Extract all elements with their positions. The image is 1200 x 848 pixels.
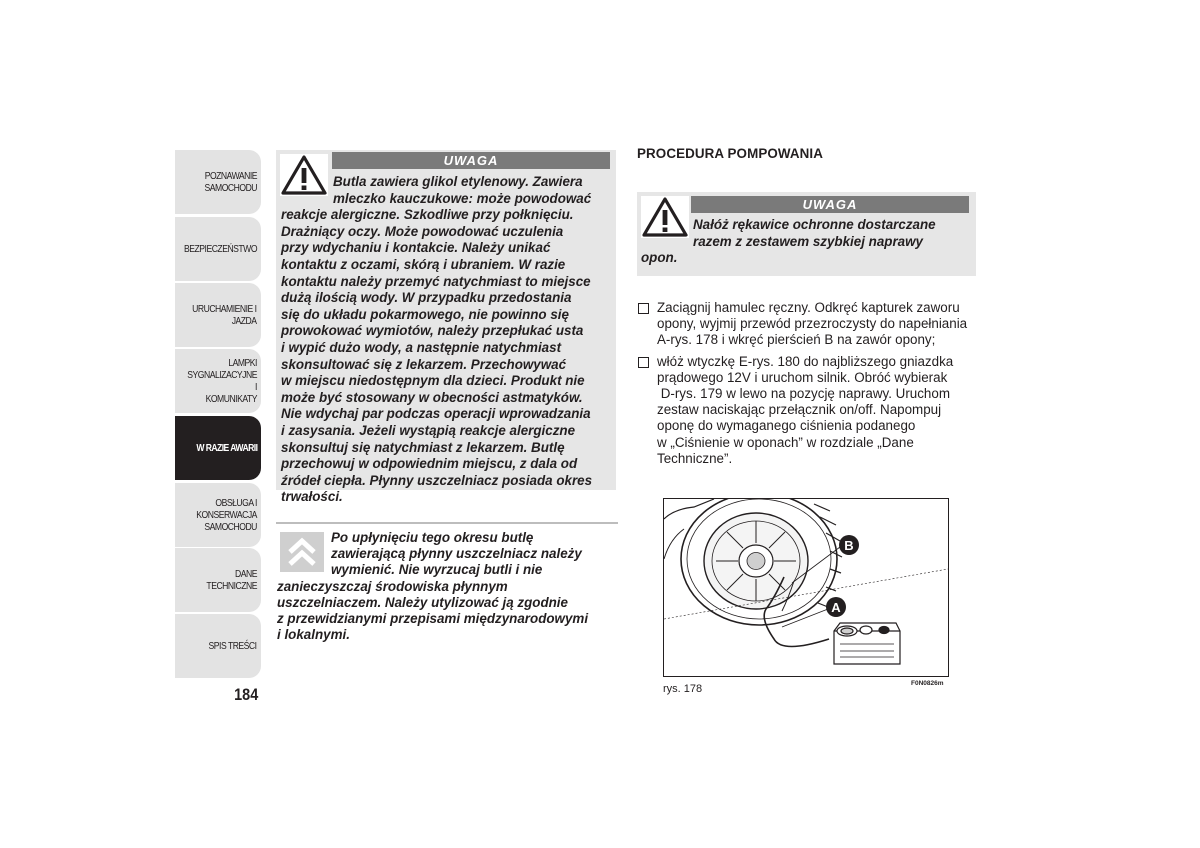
env-note-text (277, 530, 619, 643)
tire-compressor-illustration (664, 499, 948, 676)
svg-text:B: B (844, 538, 854, 553)
figure-caption: rys. 178 (663, 683, 703, 695)
text-line: reakcje alergiczne. Szkodliwe przy połknięciu. (281, 207, 574, 223)
text-line: Nałóż rękawice ochronne dostarczane (693, 217, 936, 232)
sidebar-tab[interactable] (175, 349, 261, 413)
sidebar-tab-label: LAMPKI SYGNALIZACYJNE I KOMUNIKATY (187, 357, 257, 405)
text-line: trwałości. (281, 489, 343, 505)
callout-b (839, 535, 859, 555)
text-line: kontaktu z oczami, skórą i ubraniem. W razie (281, 256, 566, 272)
text-line: zestaw naciskając przełącznik on/off. Napompuj (657, 402, 942, 418)
text-line: kontaktu należy przemyć natychmiast to miejsce (281, 273, 591, 289)
sidebar-tab[interactable] (175, 416, 261, 480)
list-item (637, 300, 977, 349)
sidebar-tab[interactable] (175, 150, 261, 214)
text-line: oponę do wymaganego ciśnienia podanego (657, 418, 916, 434)
text-line: się do układu pokarmowego, nie powinno się (281, 306, 569, 322)
text-line: D-rys. 179 w lewo na pozycję naprawy. Uruchom (657, 386, 950, 402)
callout-a (826, 597, 846, 617)
text-line: źródeł ciepła. Płynny uszczelniacz posiada okres (281, 472, 593, 488)
text-line: opon. (641, 250, 678, 266)
text-line: prowokować wymiotów, należy przepłukać usta (281, 323, 584, 339)
sidebar-tab-label: POZNAWANIE SAMOCHODU (204, 170, 257, 194)
checkbox-square-icon (638, 357, 649, 368)
text-line: uszczelniaczem. Należy utylizować ją zgodnie (277, 594, 568, 610)
warning-text (281, 174, 615, 506)
text-line: w „Ciśnienie w oponach” w rozdziale „Dane (657, 434, 914, 450)
figure-code: F0N0826m (911, 680, 944, 687)
sidebar-tab-label: W RAZIE AWARII (195, 442, 257, 454)
text-line: Drażniący oczy. Może powodować uczulenia (281, 223, 564, 239)
text-line: i wypić dużo wody, a następnie natychmiast (281, 339, 562, 355)
text-line: Po upłynięciu tego okresu butlę (331, 530, 534, 545)
text-line: w miejscu niedostępnym dla dzieci. Produkt nie (281, 373, 585, 389)
text-line: prądowego 12V i uruchom silnik. Obróć wybierak (657, 369, 948, 385)
text-line: opony, wyjmij przewód przezroczysty do napełniania (657, 316, 968, 332)
env-note-rule (276, 522, 618, 524)
section-heading: PROCEDURA POMPOWANIA (637, 146, 824, 161)
text-line: może być stosowany w obecności astmatyków. (281, 389, 583, 405)
right-warning-box (637, 192, 976, 276)
text-line: wymienić. Nie wyrzucaj butli i nie (331, 562, 543, 578)
sidebar-tab-label: OBSŁUGA I KONSERWACJA SAMOCHODU (196, 497, 257, 533)
page-number: 184 (234, 685, 259, 704)
text-line: skonsultuj się natychmiast z lekarzem. Butlę (281, 439, 565, 455)
text-line: Zaciągnij hamulec ręczny. Odkręć kapturek zaworu (657, 300, 960, 315)
text-line: i zasysania. Jeżeli wystąpią reakcje alergiczne (281, 422, 576, 438)
sidebar-tab[interactable] (175, 217, 261, 281)
left-warning-box (276, 150, 616, 505)
text-line: przy wdychaniu i kontakcie. Należy unikać (281, 240, 551, 256)
warning-title: UWAGA (691, 196, 969, 213)
text-line: mleczko kauczukowe: może powodować (333, 190, 592, 206)
sidebar-tab[interactable] (175, 483, 261, 547)
sidebar-tab-label: BEZPIECZEŃSTWO (183, 243, 257, 255)
procedure-list (637, 300, 977, 472)
text-line: skonsultować się z lekarzem. Przechowywać (281, 356, 567, 372)
warning-text (641, 217, 975, 267)
sidebar-tab[interactable] (175, 548, 261, 612)
checkbox-square-icon (638, 303, 649, 314)
sidebar-tab[interactable] (175, 614, 261, 678)
sidebar-tab-label: URUCHAMIENIE I JAZDA (192, 303, 257, 327)
text-line: A-rys. 178 i wkręć pierścień B na zawór opony; (657, 332, 936, 348)
text-line: Techniczne”. (657, 450, 733, 466)
text-line: przechowuj w odpowiednim miejscu, z dala od (281, 456, 578, 472)
svg-text:A: A (831, 600, 841, 615)
warning-title: UWAGA (332, 152, 610, 169)
text-line: dużą ilością wody. W przypadku przedostania (281, 290, 572, 306)
text-line: i lokalnymi. (277, 627, 350, 643)
text-line: zanieczyszczaj środowiska płynnym (277, 578, 508, 594)
text-line: Nie wdychaj par podczas operacji wprowadzania (281, 406, 591, 422)
sidebar-tab-label: DANE TECHNICZNE (206, 568, 257, 592)
text-line: razem z zestawem szybkiej naprawy (693, 233, 923, 249)
sidebar-tab[interactable] (175, 283, 261, 347)
figure-tire-compressor (663, 498, 949, 677)
sidebar-tab-label: SPIS TREŚCI (208, 640, 257, 652)
list-item (637, 354, 977, 467)
text-line: zawierającą płynny uszczelniacz należy (331, 546, 582, 562)
text-line: włóż wtyczkę E-rys. 180 do najbliższego gniazdka (657, 353, 954, 369)
text-line: z przewidzianymi przepisami międzynarodowymi (277, 611, 589, 627)
text-line: Butla zawiera glikol etylenowy. Zawiera (333, 174, 583, 189)
